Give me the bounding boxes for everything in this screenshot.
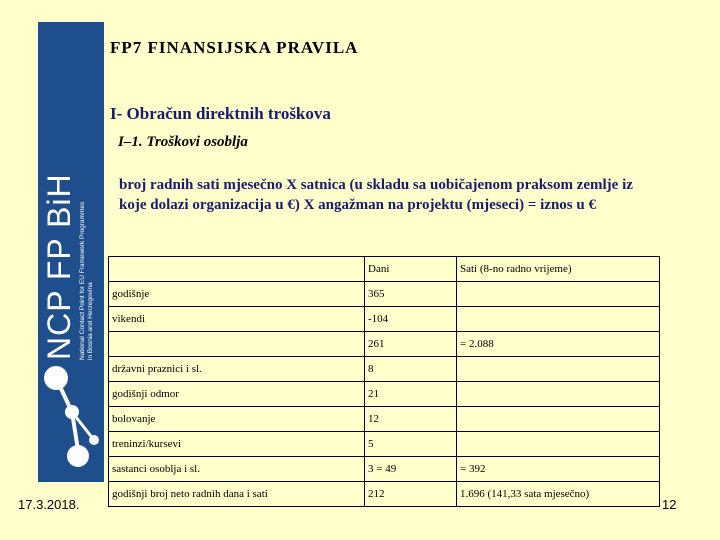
page-title: FP7 FINANSIJSKA PRAVILA: [110, 38, 359, 57]
table-row: [109, 482, 660, 507]
table-cell: -104: [365, 307, 457, 332]
slide-date: 17.3.2018.: [18, 497, 80, 512]
table-row: [109, 307, 660, 332]
hours-table: [108, 256, 660, 507]
ncp-logo: [39, 40, 94, 360]
table-cell: 5: [365, 432, 457, 457]
table-cell: [457, 357, 660, 382]
table-cell: bolovanje: [109, 407, 365, 432]
table-cell: 12: [365, 407, 457, 432]
table-cell: [457, 282, 660, 307]
section-heading: I- Obračun direktnih troškova: [110, 104, 331, 123]
table-cell: treninzi/kursevi: [109, 432, 365, 457]
table-row: [109, 357, 660, 382]
table-cell: = 2.088: [457, 332, 660, 357]
table-row: [109, 432, 660, 457]
header-cell: [109, 257, 365, 282]
table-cell: 3 = 49: [365, 457, 457, 482]
table-cell: 261: [365, 332, 457, 357]
molecule-icon: [38, 360, 104, 480]
table-row: [109, 282, 660, 307]
formula-paragraph: broj radnih sati mjesečno X satnica (u skladu sa uobičajenom praksom zemlje iz koje dolazi organizacija u €) X angažman na projektu (mjeseci) = iznos u €: [119, 177, 633, 213]
table-cell: [457, 432, 660, 457]
table-header-row: [109, 257, 660, 282]
logo-title: NCP FP BiH: [41, 173, 77, 360]
slide-number: 12: [662, 497, 677, 512]
table-row: [109, 382, 660, 407]
table-cell: sastanci osoblja i sl.: [109, 457, 365, 482]
table-cell: državni praznici i sl.: [109, 357, 365, 382]
table-cell: godišnji odmor: [109, 382, 365, 407]
table-cell: 365: [365, 282, 457, 307]
table-cell: [457, 382, 660, 407]
header-cell: Dani: [365, 257, 457, 282]
table-cell: 21: [365, 382, 457, 407]
table-cell: godišnje: [109, 282, 365, 307]
logo-subtitle: National Contact Point for EU Framework Programmes in Bosnia and Herzegovina: [79, 201, 94, 360]
header-cell: Sati (8-no radno vrijeme): [457, 257, 660, 282]
subsection-heading: I–1. Troškovi osoblja: [118, 134, 248, 150]
table-cell: vikendi: [109, 307, 365, 332]
table-row: [109, 457, 660, 482]
table-cell: [457, 407, 660, 432]
table-row: [109, 332, 660, 357]
table-cell: 8: [365, 357, 457, 382]
table-cell: [109, 332, 365, 357]
table-row: [109, 407, 660, 432]
table-cell: godišnji broj neto radnih dana i sati: [109, 482, 365, 507]
table-cell: 212: [365, 482, 457, 507]
table-cell: = 392: [457, 457, 660, 482]
table-cell: [457, 307, 660, 332]
table-cell: 1.696 (141,33 sata mjesečno): [457, 482, 660, 507]
